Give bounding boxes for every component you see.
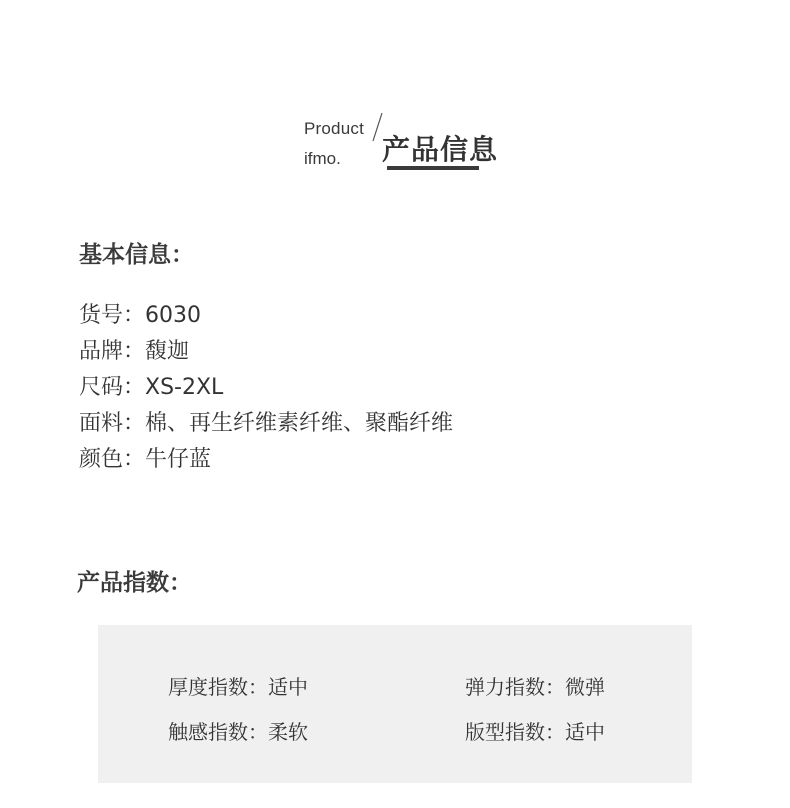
- index-label: 版型指数：: [465, 720, 565, 744]
- index-item-touch: [168, 716, 308, 745]
- basic-info-title: 基本信息：: [79, 242, 194, 268]
- basic-info-list: [79, 301, 453, 481]
- info-value: 馥迦: [145, 339, 190, 364]
- index-item-elasticity: [465, 671, 605, 700]
- header-en-line-1: Product: [304, 119, 364, 138]
- product-index-box: [98, 625, 692, 783]
- index-item-fit: [465, 716, 605, 745]
- index-label: 触感指数：: [168, 720, 268, 744]
- header-title-underline: [387, 166, 479, 170]
- info-label: 颜色：: [79, 447, 146, 472]
- info-row-color: [79, 445, 453, 481]
- section-header: [0, 0, 790, 200]
- index-item-thickness: [168, 671, 308, 700]
- header-title: 产品信息: [382, 133, 499, 166]
- index-value: 柔软: [268, 720, 308, 744]
- info-value: 牛仔蓝: [145, 447, 212, 472]
- info-label: 面料：: [79, 411, 146, 436]
- info-row-size: [79, 373, 453, 409]
- info-row-fabric: [79, 409, 453, 445]
- info-label: 货号：: [79, 303, 146, 328]
- info-row-brand: [79, 337, 453, 373]
- info-label: 品牌：: [79, 339, 146, 364]
- info-value: XS-2XL: [145, 375, 224, 400]
- info-value: 6030: [145, 303, 202, 328]
- header-en-line-2: ifmo.: [304, 149, 341, 168]
- info-row-item-number: [79, 301, 453, 337]
- info-value: 棉、再生纤维素纤维、聚酯纤维: [145, 411, 454, 436]
- index-label: 弹力指数：: [465, 675, 565, 699]
- index-value: 微弹: [565, 675, 605, 699]
- index-label: 厚度指数：: [168, 675, 268, 699]
- product-index-title: 产品指数：: [77, 570, 192, 596]
- index-value: 适中: [565, 720, 605, 744]
- index-value: 适中: [268, 675, 308, 699]
- info-label: 尺码：: [79, 375, 146, 400]
